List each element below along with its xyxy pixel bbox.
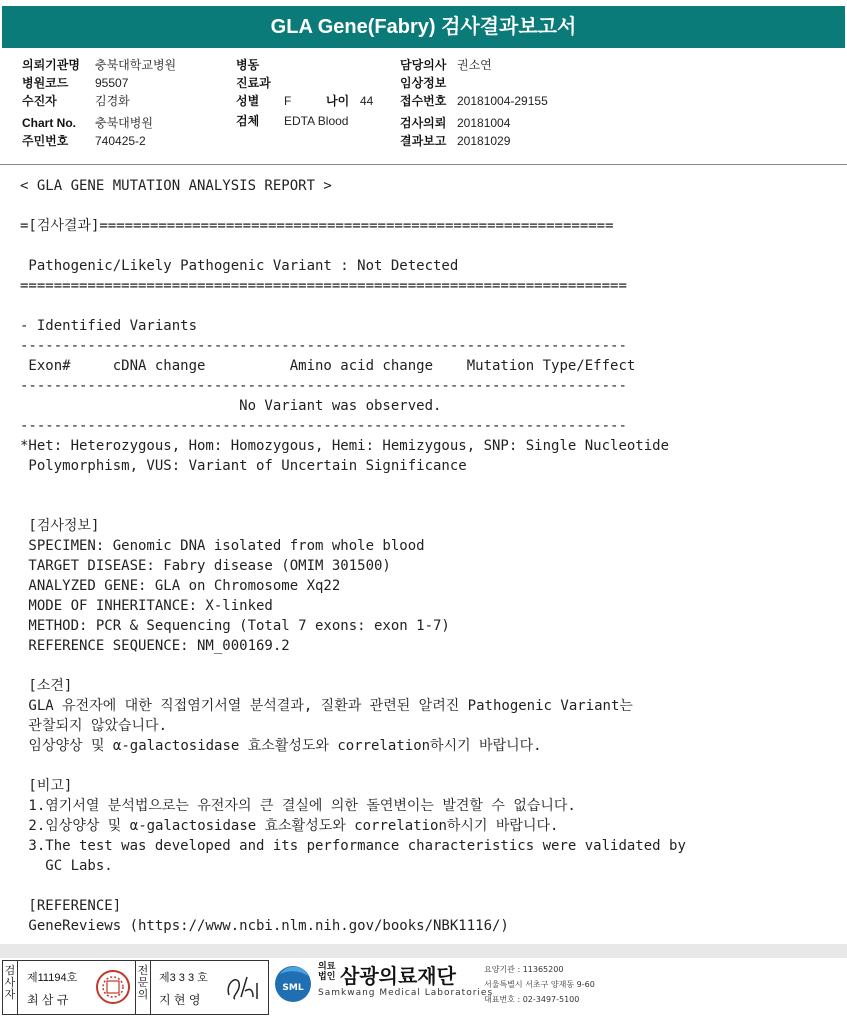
report-line: MODE OF INHERITANCE: X-linked — [20, 598, 273, 614]
examiner-label-text: 검사자 — [4, 964, 16, 1001]
info-label: 병동 — [236, 58, 260, 72]
specialist-label — [135, 961, 151, 1014]
info-label: 검체 — [236, 114, 260, 128]
specialist-signature-icon — [223, 969, 263, 1005]
examiner-name: 최 삼 규 — [27, 993, 69, 1007]
report-line — [20, 496, 830, 516]
report-line: GeneReviews (https://www.ncbi.nlm.nih.gov/books/NBK1116/) — [20, 918, 509, 934]
info-value: F — [284, 94, 292, 108]
report-header — [0, 0, 847, 56]
info-label: 결과보고 — [400, 134, 447, 148]
report-line: ------------------------------------------------------------------------ — [20, 338, 627, 354]
info-value: 740425-2 — [95, 134, 146, 148]
info-row-ward — [236, 56, 259, 74]
patient-info-section — [0, 52, 847, 164]
info-label: 진료과 — [236, 76, 271, 90]
info-value: 95507 — [95, 76, 129, 90]
report-line — [20, 476, 830, 496]
report-line — [20, 196, 830, 216]
info-row-resident-no — [22, 132, 146, 150]
report-line: ------------------------------------------------------------------------ — [20, 418, 627, 434]
section-divider — [0, 164, 847, 165]
info-row-request-date — [400, 114, 511, 132]
report-line: - Identified Variants — [20, 318, 198, 334]
info-value: 충북대병원 — [95, 116, 153, 130]
info-value: 충북대학교병원 — [95, 58, 177, 72]
specialist-license: 제3 3 3 호 — [159, 972, 208, 984]
report-line: TARGET DISEASE: Fabry disease (OMIM 301500) — [20, 558, 391, 574]
info-label: 성별 — [236, 94, 260, 108]
report-line: Pathogenic/Likely Pathogenic Variant : Not Detected — [20, 258, 459, 274]
report-line: 3.The test was developed and its performance characteristics were validated by — [20, 838, 686, 854]
info-value: 20181004 — [457, 116, 511, 130]
report-line: 관찰되지 않았습니다. — [20, 718, 168, 734]
org-prefix — [318, 962, 335, 982]
report-line: < GLA GENE MUTATION ANALYSIS REPORT > — [20, 178, 332, 194]
info-row-clinical-info — [400, 74, 446, 92]
info-label: 수진자 — [22, 94, 57, 108]
report-line — [20, 236, 830, 256]
info-label: 병원코드 — [22, 76, 69, 90]
report-line — [20, 656, 830, 676]
report-line: *Het: Heterozygous, Hom: Homozygous, Hemi: Hemizygous, SNP: Single Nucleotide — [20, 438, 670, 454]
info-value: 권소연 — [457, 58, 492, 72]
info-value: 20181029 — [457, 134, 511, 148]
info-row-specimen — [236, 112, 349, 130]
report-line: METHOD: PCR & Sequencing (Total 7 exons: exon 1-7) — [20, 618, 450, 634]
info-label: 나이 — [326, 94, 350, 108]
signature-box — [2, 960, 269, 1015]
info-row-department — [236, 74, 271, 92]
report-line: GLA 유전자에 대한 직접염기서열 분석결과, 질환과 관련된 알려진 Pathogenic Variant는 — [20, 698, 633, 714]
report-line: No Variant was observed. — [20, 398, 442, 414]
org-contact — [484, 962, 595, 1007]
org-phone: 대표번호 : 02-3497-5100 — [484, 995, 580, 1004]
examiner-label — [3, 961, 18, 1014]
report-line: [소견] — [20, 678, 73, 694]
report-line: [REFERENCE] — [20, 898, 122, 914]
report-line: 1.염기서열 분석법으로는 유전자의 큰 결실에 의한 돌연변이는 발견할 수 없습니다. — [20, 798, 576, 814]
info-row-patient — [22, 92, 130, 110]
org-name: 삼광의료재단 — [340, 964, 456, 988]
info-row-receipt-no — [400, 92, 548, 110]
info-value: 김경화 — [95, 94, 130, 108]
info-row-sex — [236, 92, 292, 110]
report-line: ANALYZED GENE: GLA on Chromosome Xq22 — [20, 578, 341, 594]
info-label: 임상정보 — [400, 76, 447, 90]
report-line: =[검사결과]============================================================= — [20, 218, 614, 234]
info-row-report-date — [400, 132, 511, 150]
info-label: 담당의사 — [400, 58, 447, 72]
org-address: 서울특별시 서초구 양재동 9-60 — [484, 980, 595, 989]
info-label: 접수번호 — [400, 94, 447, 108]
org-prefix-line1: 의료 — [318, 962, 336, 972]
specialist-name: 지 현 영 — [159, 993, 201, 1007]
info-value: 20181004-29155 — [457, 94, 548, 108]
report-line: GC Labs. — [20, 858, 113, 874]
examiner-seal-icon — [95, 967, 131, 1007]
report-body — [20, 176, 830, 936]
report-line: SPECIMEN: Genomic DNA isolated from whole blood — [20, 538, 425, 554]
report-line: REFERENCE SEQUENCE: NM_000169.2 — [20, 638, 290, 654]
report-line: [비고] — [20, 778, 73, 794]
report-line: 임상양상 및 α-galactosidase 효소활성도와 correlation하시기 바랍니다. — [20, 738, 542, 754]
info-row-hospital-code — [22, 74, 129, 92]
report-line: 2.임상양상 및 α-galactosidase 효소활성도와 correlation하시기 바랍니다. — [20, 818, 559, 834]
report-line — [20, 756, 830, 776]
footer-divider — [0, 944, 847, 958]
info-value: 44 — [360, 94, 374, 108]
examiner-license: 제11194호 — [27, 972, 78, 984]
report-line — [20, 876, 830, 896]
org-name-en: Samkwang Medical Laboratories — [318, 988, 494, 998]
org-prefix-line2: 법인 — [318, 972, 336, 982]
specialist-label-text: 전문의 — [137, 964, 149, 1001]
info-value: EDTA Blood — [284, 114, 349, 128]
institution-code: 요양기관 : 11365200 — [484, 965, 564, 974]
sml-badge-text: SML — [282, 983, 304, 993]
report-line: Polymorphism, VUS: Variant of Uncertain Significance — [20, 458, 467, 474]
info-row-doctor — [400, 56, 492, 74]
info-row-chart-no — [22, 114, 153, 132]
report-line: ------------------------------------------------------------------------ — [20, 378, 627, 394]
sml-logo-icon — [270, 960, 316, 1006]
info-label: 검사의뢰 — [400, 116, 447, 130]
info-label: Chart No. — [22, 116, 76, 130]
info-row-age — [326, 92, 374, 110]
report-line — [20, 296, 830, 316]
info-label: 주민번호 — [22, 134, 69, 148]
report-title: GLA Gene(Fabry) 검사결과보고서 — [2, 6, 845, 48]
report-line: ======================================================================== — [20, 278, 627, 294]
report-footer — [0, 958, 847, 1023]
report-line: [검사정보] — [20, 518, 100, 534]
report-line: Exon# cDNA change Amino acid change Mutation Type/Effect — [20, 358, 636, 374]
info-label: 의뢰기관명 — [22, 58, 80, 72]
info-row-institution — [22, 56, 177, 74]
